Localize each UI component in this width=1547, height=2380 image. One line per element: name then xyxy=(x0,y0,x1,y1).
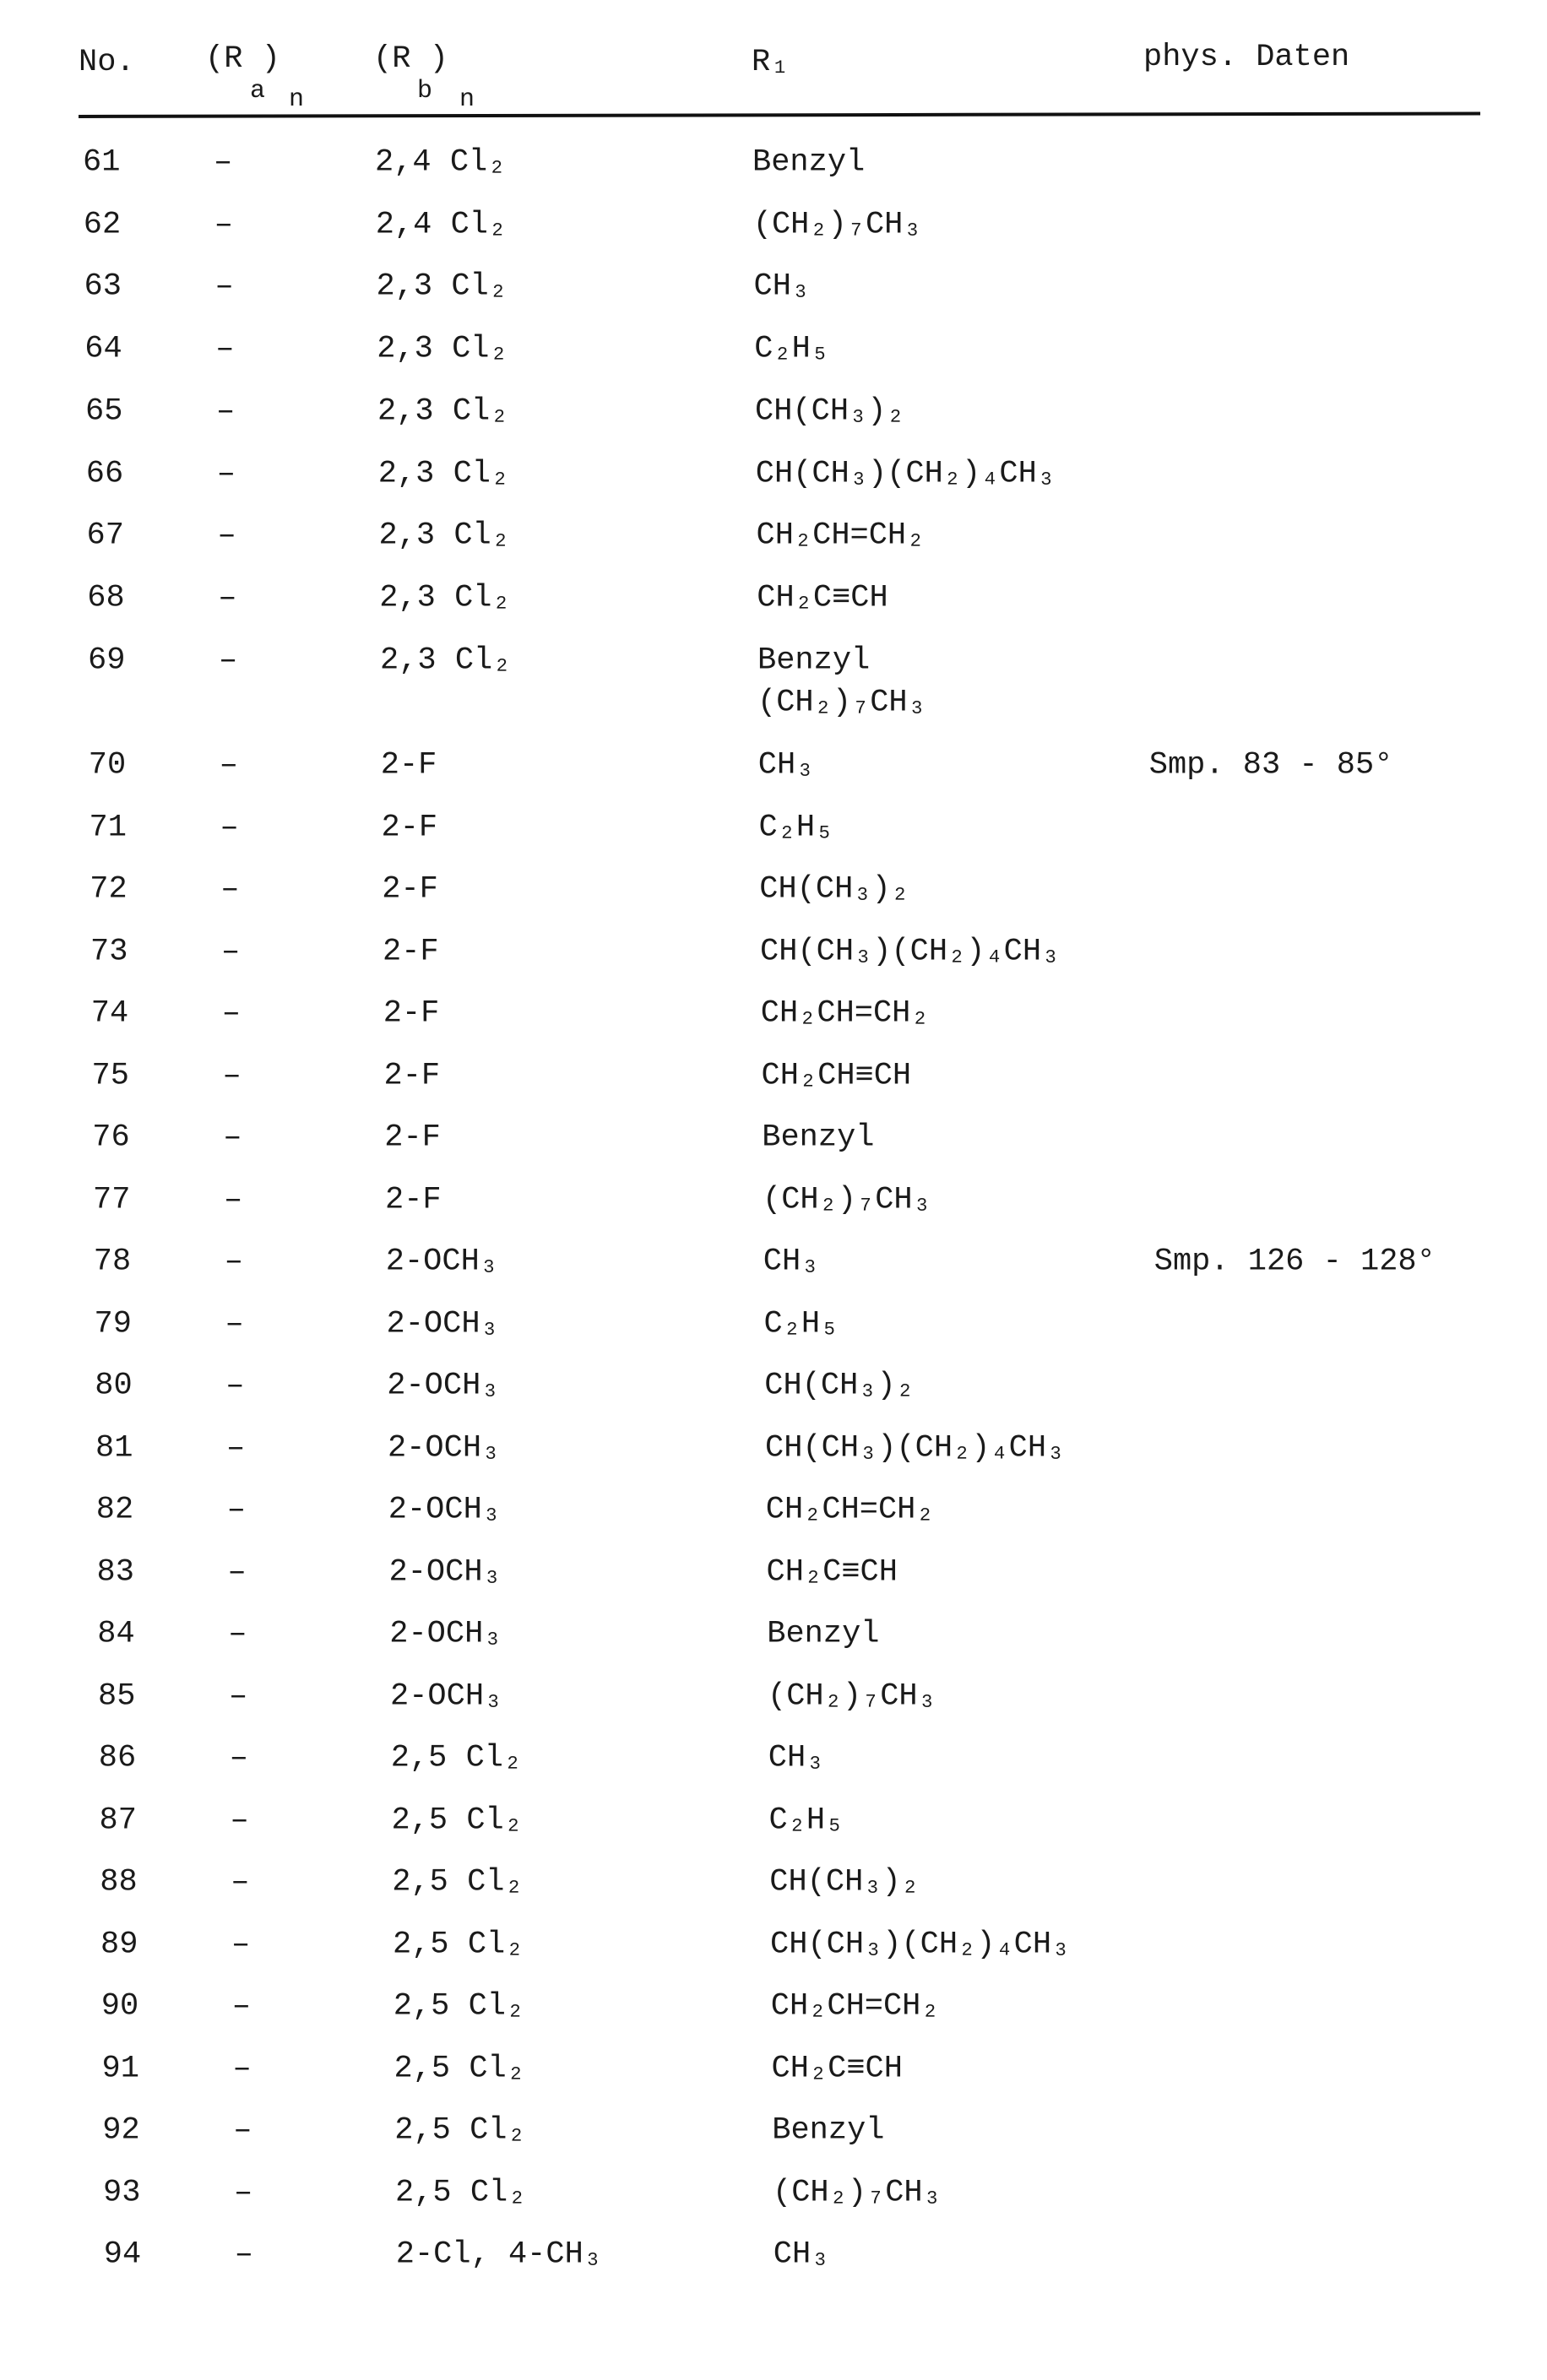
ra-value: – xyxy=(226,1433,245,1464)
row-number: 70 xyxy=(89,751,126,782)
ra-value: – xyxy=(217,458,236,490)
header-ra-n: n xyxy=(289,87,304,112)
r1-value: (CH₂)₇CH₃ xyxy=(763,1185,931,1216)
rb-value: 2-F xyxy=(384,1123,441,1154)
r1-value: CH₃ xyxy=(758,751,815,782)
rb-value: 2-OCH₃ xyxy=(386,1247,498,1278)
rb-value: 2,5 Cl₂ xyxy=(393,1929,524,1960)
r1-value: C₂H₅ xyxy=(769,1805,844,1836)
r1-value: CH₃ xyxy=(768,1743,825,1775)
row-number: 77 xyxy=(93,1185,130,1216)
rb-value: 2-Cl, 4-CH₃ xyxy=(396,2240,602,2271)
rb-value: 2,5 Cl₂ xyxy=(392,1805,523,1836)
rb-value: 2-OCH₃ xyxy=(389,1557,502,1588)
r1-value: Benzyl xyxy=(757,645,870,676)
ra-value: – xyxy=(214,148,232,179)
ra-value: – xyxy=(232,1992,251,2023)
row-number: 92 xyxy=(102,2116,139,2147)
ra-value: – xyxy=(231,1868,249,1899)
row-number: 61 xyxy=(83,148,120,179)
r1-value: Benzyl xyxy=(767,1619,879,1651)
row-number: 71 xyxy=(90,812,127,843)
header-rb-subscript: b xyxy=(417,79,432,104)
rb-value: 2,3 Cl₂ xyxy=(380,645,511,676)
r1-value: CH₃ xyxy=(754,272,811,303)
rb-value: 2,4 Cl₂ xyxy=(375,148,506,179)
r1-value: Benzyl xyxy=(752,148,865,179)
rb-value: 2-F xyxy=(385,1185,442,1216)
r1-value: CH₂CH=CH₂ xyxy=(757,521,925,552)
ra-value: – xyxy=(228,1619,247,1651)
r1-value: CH₂C≡CH xyxy=(757,583,887,614)
row-number: 76 xyxy=(92,1123,129,1154)
ra-value: – xyxy=(230,1743,248,1775)
row-number: 74 xyxy=(91,999,128,1030)
r1-value: CH(CH₃)₂ xyxy=(769,1868,920,1899)
r1-value: (CH₂)₇CH₃ xyxy=(768,1681,936,1712)
r1-value: CH₃ xyxy=(763,1247,820,1278)
row-number: 83 xyxy=(97,1557,134,1588)
rb-value: 2,3 Cl₂ xyxy=(377,272,508,303)
row-number: 82 xyxy=(96,1495,133,1526)
rb-value: 2,5 Cl₂ xyxy=(394,2053,525,2085)
r1-value: CH₂CH≡CH xyxy=(762,1060,912,1092)
rb-value: 2,4 Cl₂ xyxy=(376,209,507,241)
ra-value: – xyxy=(231,1929,250,1960)
r1-value: CH₂CH=CH₂ xyxy=(766,1495,935,1526)
rb-value: 2,5 Cl₂ xyxy=(392,1868,523,1899)
ra-value: – xyxy=(220,875,239,906)
r1-value: CH(CH₃)₂ xyxy=(759,875,909,906)
r1-value: (CH₂)₇CH₃ xyxy=(773,2177,942,2209)
rb-value: 2,5 Cl₂ xyxy=(394,2116,525,2147)
row-number: 68 xyxy=(87,583,124,614)
row-number: 85 xyxy=(98,1681,135,1712)
rb-value: 2-F xyxy=(382,875,438,906)
ra-value: – xyxy=(220,751,238,782)
ra-value: – xyxy=(215,334,234,366)
rb-value: 2-OCH₃ xyxy=(389,1619,502,1651)
row-number: 66 xyxy=(86,458,123,490)
ra-value: – xyxy=(214,209,233,241)
row-number: 79 xyxy=(95,1309,132,1340)
r1-value: CH₂C≡CH xyxy=(767,1557,898,1588)
rb-value: 2,5 Cl₂ xyxy=(394,1992,524,2023)
rb-value: 2-OCH₃ xyxy=(387,1309,499,1340)
row-number: 84 xyxy=(97,1619,134,1651)
ra-value: – xyxy=(233,2116,252,2147)
header-r1: R₁ xyxy=(752,47,789,79)
ra-value: – xyxy=(234,2177,252,2209)
rb-value: 2,3 Cl₂ xyxy=(378,458,509,490)
r1-value: CH(CH₃)(CH₂)₄CH₃ xyxy=(756,458,1056,490)
r1-value: Benzyl xyxy=(762,1123,874,1154)
ra-value: – xyxy=(223,1060,242,1092)
header-no: No. xyxy=(79,47,135,79)
rb-value: 2-OCH₃ xyxy=(390,1681,502,1712)
rb-value: 2-F xyxy=(381,751,437,782)
row-number: 90 xyxy=(101,1992,138,2023)
row-number: 80 xyxy=(95,1371,132,1402)
row-number: 87 xyxy=(100,1805,137,1836)
row-number: 73 xyxy=(90,936,128,968)
phys-data: Smp. 126 - 128° xyxy=(1154,1247,1436,1278)
rb-value: 2,3 Cl₂ xyxy=(379,521,510,552)
r1-value: CH₂CH=CH₂ xyxy=(771,1992,940,2023)
rb-value: 2,5 Cl₂ xyxy=(391,1743,522,1775)
phys-data: Smp. 83 - 85° xyxy=(1149,751,1393,782)
rb-value: 2-F xyxy=(383,999,440,1030)
ra-value: – xyxy=(224,1185,242,1216)
rb-value: 2-OCH₃ xyxy=(388,1495,501,1526)
row-number: 75 xyxy=(92,1060,129,1092)
row-number: 62 xyxy=(84,209,121,241)
rb-value: 2,3 Cl₂ xyxy=(377,396,508,427)
r1-value: CH₂CH=CH₂ xyxy=(761,999,930,1030)
r1-value: CH(CH₃)₂ xyxy=(755,396,905,427)
r1-value: CH(CH₃)₂ xyxy=(764,1371,915,1402)
ra-value: – xyxy=(220,812,239,843)
row-number: 94 xyxy=(104,2240,141,2271)
row-number: 64 xyxy=(84,334,122,366)
rb-value: 2-F xyxy=(383,936,439,968)
rb-value: 2,3 Cl₂ xyxy=(379,583,510,614)
r1-value: CH₃ xyxy=(774,2240,830,2271)
row-number: 78 xyxy=(94,1247,131,1278)
header-rb: (R ) xyxy=(373,44,448,75)
r1-value: CH₂C≡CH xyxy=(772,2053,903,2085)
row-number: 65 xyxy=(85,396,122,427)
ra-value: – xyxy=(229,1681,247,1712)
rb-value: 2-F xyxy=(384,1060,441,1092)
r1-value: CH(CH₃)(CH₂)₄CH₃ xyxy=(760,936,1060,968)
ra-value: – xyxy=(219,645,237,676)
ra-value: – xyxy=(225,1309,244,1340)
ra-value: – xyxy=(235,2240,253,2271)
ra-value: – xyxy=(223,1123,242,1154)
header-ra: (R ) xyxy=(205,44,280,75)
ra-value: – xyxy=(225,1247,243,1278)
r1-value: (CH₂)₇CH₃ xyxy=(753,209,922,241)
rb-value: 2-F xyxy=(382,812,438,843)
ra-value: – xyxy=(218,521,236,552)
ra-value: – xyxy=(215,272,234,303)
row-number: 86 xyxy=(99,1743,136,1775)
r1-value: C₂H₅ xyxy=(759,812,834,843)
ra-value: – xyxy=(222,999,241,1030)
r1-value-extra: (CH₂)₇CH₃ xyxy=(757,687,926,718)
rb-value: 2-OCH₃ xyxy=(388,1433,500,1464)
ra-value: – xyxy=(216,396,235,427)
r1-value: CH(CH₃)(CH₂)₄CH₃ xyxy=(765,1433,1065,1464)
r1-value: C₂H₅ xyxy=(764,1309,839,1340)
row-number: 81 xyxy=(95,1433,133,1464)
row-number: 69 xyxy=(88,645,125,676)
row-number: 67 xyxy=(87,521,124,552)
rb-value: 2,5 Cl₂ xyxy=(395,2177,526,2209)
header-rb-n: n xyxy=(459,87,475,112)
header-phys: phys. Daten xyxy=(1143,42,1349,73)
row-number: 93 xyxy=(103,2177,140,2209)
row-number: 72 xyxy=(90,875,127,906)
ra-value: – xyxy=(221,936,240,968)
ra-value: – xyxy=(228,1557,247,1588)
rb-value: 2,3 Cl₂ xyxy=(377,334,508,366)
rb-value: 2-OCH₃ xyxy=(387,1371,499,1402)
r1-value: C₂H₅ xyxy=(754,334,829,366)
r1-value: CH(CH₃)(CH₂)₄CH₃ xyxy=(770,1929,1070,1960)
row-number: 89 xyxy=(100,1929,138,1960)
row-number: 63 xyxy=(84,272,122,303)
header-ra-subscript: a xyxy=(250,79,265,104)
row-number: 88 xyxy=(100,1868,137,1899)
row-number: 91 xyxy=(102,2053,139,2085)
ra-value: – xyxy=(231,1805,249,1836)
ra-value: – xyxy=(225,1371,244,1402)
ra-value: – xyxy=(233,2053,252,2085)
r1-value: Benzyl xyxy=(772,2116,884,2147)
ra-value: – xyxy=(227,1495,246,1526)
ra-value: – xyxy=(218,583,236,614)
